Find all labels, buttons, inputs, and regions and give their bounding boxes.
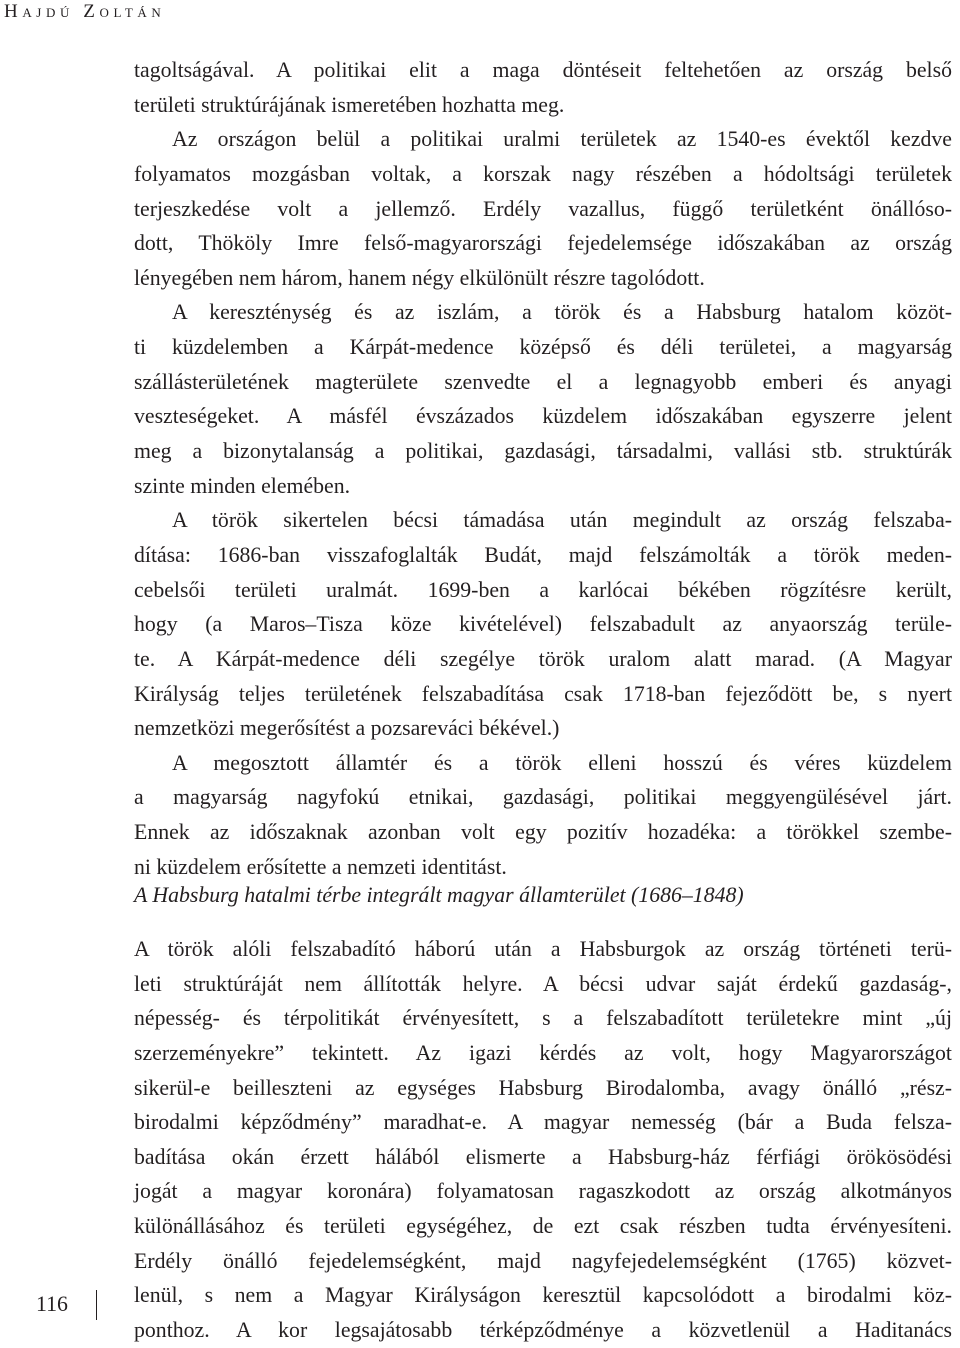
text-line: folyamatos mozgásban voltak, a korszak nagy részében a hódoltsági területek xyxy=(134,161,952,186)
text-line: jogát a magyar koronára) folyamatosan ragaszkodott az ország alkotmányos xyxy=(134,1179,952,1204)
text-line: szállásterületének magterülete szenvedte el a legnagyobb emberi és anyagi xyxy=(134,369,952,394)
page-number: 116 xyxy=(36,1292,68,1316)
text-line: dítása: 1686-ban visszafoglalták Budát, majd felszámolták a török meden- xyxy=(134,542,952,567)
text-line: badítása okán érzett hálából elismerte a Habsburg-ház férfiági örökösödési xyxy=(134,1144,952,1169)
text-line: Erdély önálló fejedelemségként, majd nagyfejedelemségként (1765) közvet- xyxy=(134,1248,952,1273)
text-line: dott, Thököly Imre felső-magyarországi fejedelemsége időszakában az ország xyxy=(134,231,952,256)
text-line: népesség- és térpolitikát érvényesített, s a felszabadított területekre mint „új xyxy=(134,1006,952,1031)
text-line: hogy (a Maros–Tisza köze kivételével) felszabadult az anyaország terüle- xyxy=(134,612,952,637)
text-line: ni küzdelem erősítette a nemzeti identitást. xyxy=(134,854,507,879)
text-line: cebelsői területi uralmát. 1699-ben a karlócai békében rögzítésre került, xyxy=(134,577,952,602)
text-line: Az országon belül a politikai uralmi területek az 1540-es évektől kezdve xyxy=(172,127,952,152)
text-line: lenül, s nem a Magyar Királyságon keresztül kapcsolódott a birodalmi köz- xyxy=(134,1283,952,1308)
text-line: birodalmi képződmény” maradhat-e. A magyar nemesség (bár a Buda felsza- xyxy=(134,1110,952,1135)
text-line: te. A Kárpát-medence déli szegélye török uralom alatt marad. (A Magyar xyxy=(134,646,952,671)
text-line: A megosztott államtér és a török elleni hosszú és véres küzdelem xyxy=(172,750,952,775)
text-line: ponthoz. A kor legsajátosabb térképződménye a közvetlenül a Haditanács xyxy=(134,1318,952,1343)
text-line: sikerül-e beilleszteni az egységes Habsburg Birodalomba, avagy önálló „rész- xyxy=(134,1075,952,1100)
text-line: A török sikertelen bécsi támadása után megindult az ország felszaba- xyxy=(172,508,952,533)
section-2-body xyxy=(134,932,952,1348)
text-line: A kereszténység és az iszlám, a török és a Habsburg hatalom közöt- xyxy=(172,300,952,325)
text-line: leti struktúráját nem állították helyre. A bécsi udvar saját érdekű gazdaság-, xyxy=(134,971,952,996)
folio-divider xyxy=(96,1290,97,1320)
text-line: lényegében nem három, hanem négy elkülönült részre tagolódott. xyxy=(134,265,705,290)
text-line: a magyarság nagyfokú etnikai, gazdasági, politikai meggyengülésével járt. xyxy=(134,785,952,810)
text-line: szerzeményekre” tekintett. Az igazi kérdés az volt, hogy Magyarországot xyxy=(134,1040,952,1065)
text-line: különállásához és területi egységéhez, de ezt csak részben tudta érvényesíteni. xyxy=(134,1214,952,1239)
text-line: terjeszkedése volt a jellemző. Erdély vazallus, függő területként önállóso- xyxy=(134,196,952,221)
text-line: ti küzdelemben a Kárpát-medence középső és déli területei, a magyarság xyxy=(134,335,952,360)
running-head: Hajdú Zoltán xyxy=(4,1,166,22)
text-line: Királyság teljes területének felszabadítása csak 1718-ban fejeződött be, s nyert xyxy=(134,681,952,706)
text-line: A török alóli felszabadító háború után a Habsburgok az ország történeti terü- xyxy=(134,937,952,961)
text-line: meg a bizonytalanság a politikai, gazdasági, társadalmi, vallási stb. struktúrák xyxy=(134,439,952,464)
text-line: Ennek az időszaknak azonban volt egy pozitív hozadéka: a törökkel szembe- xyxy=(134,820,952,845)
text-line: területi struktúrájának ismeretében hozhatta meg. xyxy=(134,92,565,117)
section-1-body xyxy=(134,53,952,884)
text-line: szinte minden elemében. xyxy=(134,473,351,498)
text-line: veszteségeket. A másfél évszázados küzdelem időszakában egyszerre jelent xyxy=(134,404,952,429)
text-line: nemzetközi megerősítést a pozsareváci békével.) xyxy=(134,716,560,741)
text-line: tagoltságával. A politikai elit a maga döntéseit feltehetően az ország belső xyxy=(134,58,952,82)
section-heading: A Habsburg hatalmi térbe integrált magyar államterület (1686–1848) xyxy=(134,883,744,907)
